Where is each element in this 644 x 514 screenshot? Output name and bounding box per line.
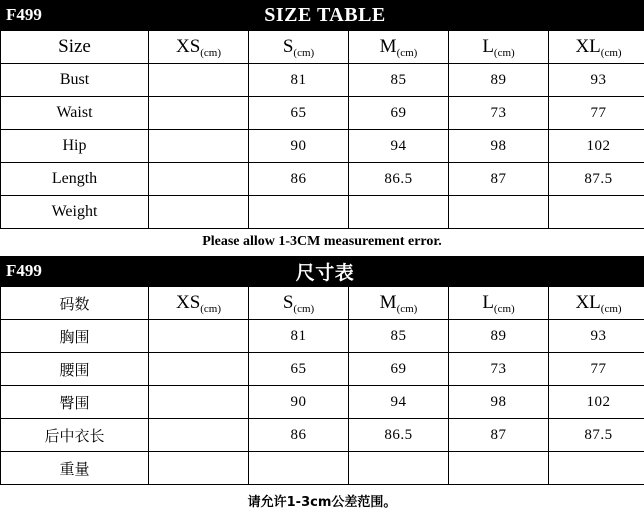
row-label-hip-text: Hip [63,137,87,154]
cell-weight-l [449,196,549,229]
cell-length-cn-m-text: 86.5 [384,427,412,443]
row-label-waist [1,97,149,130]
size-table-block-english [0,0,644,256]
cell-waist-cn-l-text: 73 [491,361,507,377]
cell-hip-xl [549,130,644,163]
column-header-m [349,31,449,64]
cell-hip-m [349,130,449,163]
cell-bust-xl [549,64,644,97]
cell-bust-l-text: 89 [491,72,507,88]
cell-hip-cn-xl [549,386,644,419]
cell-waist-cn-l [449,353,549,386]
cell-waist-s-text: 65 [291,105,307,121]
cell-length-m [349,163,449,196]
row-label-hip-cn-text: 臀围 [59,394,89,412]
cell-length-m-text: 86.5 [384,171,412,187]
column-header-size-label: Size [58,36,91,57]
cell-hip-xl-text: 102 [587,138,611,154]
product-code-english: F499 [0,5,146,25]
cell-bust-cn-m-text: 85 [391,328,407,344]
cell-length-cn-xl [549,419,644,452]
column-header-s-label: S [283,36,294,57]
row-label-length-cn [1,419,149,452]
cell-weight-cn-xs [149,452,249,485]
cell-waist-xs [149,97,249,130]
column-header-xl-unit: (cm) [601,47,622,59]
cell-hip-xs [149,130,249,163]
cell-weight-cn-m [349,452,449,485]
product-code-chinese: F499 [0,261,146,281]
row-label-weight [1,196,149,229]
row-label-hip-cn [1,386,149,419]
table-row [1,419,644,452]
cell-hip-cn-m-text: 94 [391,394,407,410]
row-label-waist-cn-text: 腰围 [59,361,89,379]
column-header-m-cn-unit: (cm) [397,303,418,315]
column-header-size-cn [1,287,149,320]
column-header-xl-cn [549,287,644,320]
row-label-weight-text: Weight [52,203,98,220]
cell-hip-s [249,130,349,163]
cell-length-xl-text: 87.5 [584,171,612,187]
table-row [1,64,644,97]
cell-waist-l-text: 73 [491,105,507,121]
cell-length-cn-m [349,419,449,452]
column-header-l-cn-unit: (cm) [494,303,515,315]
cell-length-s [249,163,349,196]
cell-hip-m-text: 94 [391,138,407,154]
cell-waist-xl [549,97,644,130]
cell-hip-cn-m [349,386,449,419]
cell-bust-cn-s-text: 81 [291,328,307,344]
cell-hip-cn-xs [149,386,249,419]
table-header-row-chinese [1,287,644,320]
column-header-xl [549,31,644,64]
cell-length-cn-s [249,419,349,452]
table-row [1,353,644,386]
column-header-m-cn [349,287,449,320]
cell-hip-cn-s-text: 90 [291,394,307,410]
column-header-s-cn-unit: (cm) [293,303,314,315]
cell-weight-m [349,196,449,229]
column-header-l-cn-label: L [482,292,494,313]
cell-bust-xl-text: 93 [591,72,607,88]
column-header-s-unit: (cm) [293,47,314,59]
cell-waist-l [449,97,549,130]
cell-bust-s-text: 81 [291,72,307,88]
row-label-bust-cn-text: 胸围 [59,328,89,346]
cell-weight-cn-s [249,452,349,485]
cell-bust-l [449,64,549,97]
cell-waist-cn-m-text: 69 [391,361,407,377]
cell-hip-cn-xl-text: 102 [587,394,611,410]
cell-bust-cn-xl [549,320,644,353]
table-row [1,196,644,229]
cell-bust-cn-xl-text: 93 [591,328,607,344]
cell-bust-cn-xs [149,320,249,353]
column-header-xl-cn-unit: (cm) [601,303,622,315]
column-header-size-cn-label: 码数 [59,295,89,313]
cell-bust-s [249,64,349,97]
cell-weight-cn-xl [549,452,644,485]
cell-bust-m-text: 85 [391,72,407,88]
cell-waist-m-text: 69 [391,105,407,121]
cell-length-xs [149,163,249,196]
cell-waist-cn-xs [149,353,249,386]
table-row [1,97,644,130]
cell-waist-cn-s [249,353,349,386]
column-header-xl-label: XL [575,36,600,57]
cell-length-cn-s-text: 86 [291,427,307,443]
cell-bust-m [349,64,449,97]
column-header-m-label: M [380,36,397,57]
cell-bust-cn-l [449,320,549,353]
measurement-note-english: Please allow 1-3CM measurement error. [0,229,644,256]
cell-length-cn-xs [149,419,249,452]
row-label-length-cn-text: 后中衣长 [44,427,104,445]
cell-hip-cn-s [249,386,349,419]
table-header-bar-chinese [0,256,644,286]
table-row [1,320,644,353]
table-row [1,386,644,419]
cell-weight-cn-l [449,452,549,485]
cell-length-cn-xl-text: 87.5 [584,427,612,443]
cell-weight-xs [149,196,249,229]
column-header-xs [149,31,249,64]
row-label-length-text: Length [52,170,97,187]
size-table-block-chinese [0,256,644,514]
row-label-bust [1,64,149,97]
table-title-english: SIZE TABLE [146,4,644,27]
table-header-bar-english [0,0,644,30]
cell-length-l [449,163,549,196]
cell-hip-l-text: 98 [491,138,507,154]
column-header-xs-label: XS [176,36,200,57]
cell-length-cn-l-text: 87 [491,427,507,443]
column-header-l-cn [449,287,549,320]
cell-waist-cn-xl-text: 77 [591,361,607,377]
row-label-bust-cn [1,320,149,353]
row-label-waist-cn [1,353,149,386]
column-header-m-cn-label: M [380,292,397,313]
cell-waist-s [249,97,349,130]
cell-waist-cn-m [349,353,449,386]
column-header-m-unit: (cm) [397,47,418,59]
size-table-english [0,30,644,229]
cell-waist-cn-s-text: 65 [291,361,307,377]
cell-bust-xs [149,64,249,97]
row-label-hip [1,130,149,163]
column-header-xs-unit: (cm) [200,47,221,59]
cell-waist-m [349,97,449,130]
column-header-xs-cn-label: XS [176,292,200,313]
measurement-note-chinese: 请允许1-3cm公差范围。 [0,485,644,514]
table-row [1,163,644,196]
row-label-weight-cn [1,452,149,485]
column-header-size [1,31,149,64]
column-header-xl-cn-label: XL [575,292,600,313]
cell-length-xl [549,163,644,196]
row-label-length [1,163,149,196]
column-header-l-unit: (cm) [494,47,515,59]
table-row [1,452,644,485]
cell-hip-l [449,130,549,163]
cell-weight-xl [549,196,644,229]
column-header-l-label: L [482,36,494,57]
row-label-weight-cn-text: 重量 [59,460,89,478]
cell-hip-cn-l [449,386,549,419]
cell-length-s-text: 86 [291,171,307,187]
cell-bust-cn-m [349,320,449,353]
cell-length-cn-l [449,419,549,452]
table-header-row-english [1,31,644,64]
row-label-bust-text: Bust [60,71,89,88]
column-header-s-cn [249,287,349,320]
table-row [1,130,644,163]
column-header-xs-cn [149,287,249,320]
cell-bust-cn-s [249,320,349,353]
cell-hip-s-text: 90 [291,138,307,154]
row-label-waist-text: Waist [56,104,92,121]
cell-waist-xl-text: 77 [591,105,607,121]
column-header-l [449,31,549,64]
column-header-s-cn-label: S [283,292,294,313]
cell-length-l-text: 87 [491,171,507,187]
cell-weight-s [249,196,349,229]
table-title-chinese: 尺寸表 [146,258,644,285]
cell-bust-cn-l-text: 89 [491,328,507,344]
cell-hip-cn-l-text: 98 [491,394,507,410]
cell-waist-cn-xl [549,353,644,386]
column-header-s [249,31,349,64]
column-header-xs-cn-unit: (cm) [200,303,221,315]
size-table-chinese [0,286,644,485]
